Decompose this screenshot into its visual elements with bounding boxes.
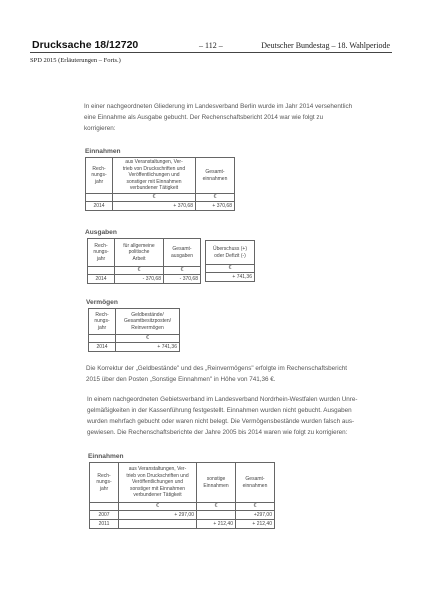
paragraph-line: wurden mehrfach gebucht oder waren nicht belegt. Die Vermögensbestände wurden falsch aus- bbox=[87, 418, 355, 425]
assets-table-berlin bbox=[88, 308, 180, 352]
cell-value: + 370,68 bbox=[113, 202, 196, 211]
paragraph-line: In einem nachgeordneten Gebietsverband im Landesverband Nordrhein-Westfalen wurden Unre- bbox=[87, 396, 358, 403]
col-header-total-expenses: Gesamt- ausgaben bbox=[164, 239, 201, 267]
unit-cell: € bbox=[197, 503, 236, 511]
unit-cell: € bbox=[115, 267, 164, 275]
paragraph-line: gelmäßigkeiten in der Kassenführung festgestellt. Einnahmen wurden nicht gebucht. Ausgaben bbox=[87, 407, 352, 414]
col-header-year: Rech- nungs- jahr bbox=[90, 463, 119, 503]
unit-cell: € bbox=[236, 503, 275, 511]
cell-year: 2014 bbox=[86, 202, 113, 211]
expense-table-berlin bbox=[87, 238, 201, 284]
paragraph-line: Die Korrektur der „Geldbestände" und des „Reinvermögens" erfolgte im Rechenschaftsbericht bbox=[86, 365, 348, 372]
page-number: – 112 – bbox=[199, 41, 223, 50]
section-subheader: SPD 2015 (Erläuterungen – Forts.) bbox=[30, 57, 121, 64]
col-header-total-income: Gesamt- einnahmen bbox=[196, 158, 235, 194]
cell-empty bbox=[88, 267, 115, 275]
cell-value: - 370,68 bbox=[164, 275, 201, 284]
cell-year: 2011 bbox=[90, 520, 119, 529]
cell-year: 2007 bbox=[90, 511, 119, 520]
intro-line: In einer nachgeordneten Gliederung im Landesverband Berlin wurde im Jahr 2014 versehentlich bbox=[84, 103, 353, 110]
cell-value: + 370,68 bbox=[196, 202, 235, 211]
col-header-cash-assets: Geldbestände/ Gesamtbesitzposten/ Reinvermögen bbox=[116, 309, 180, 335]
unit-cell: € bbox=[116, 335, 180, 343]
table3-title: Vermögen bbox=[86, 299, 118, 306]
cell-value bbox=[119, 520, 197, 529]
cell-value: +297,00 bbox=[236, 511, 275, 520]
cell-value bbox=[197, 511, 236, 520]
unit-cell: € bbox=[113, 194, 196, 202]
cell-value: + 212,40 bbox=[197, 520, 236, 529]
cell-value: - 370,68 bbox=[115, 275, 164, 284]
header-rule bbox=[30, 52, 392, 53]
col-header-year: Rech- nungs- jahr bbox=[88, 239, 115, 267]
cell-value: + 741,36 bbox=[116, 343, 180, 352]
surplus-table-berlin bbox=[205, 240, 255, 282]
col-header-year: Rech- nungs- jahr bbox=[89, 309, 116, 335]
table2-title: Ausgaben bbox=[85, 229, 117, 236]
document-number: Drucksache 18/12720 bbox=[32, 39, 139, 51]
income-table-nrw bbox=[89, 462, 275, 529]
col-header-total-income: Gesamt- einnahmen bbox=[236, 463, 275, 503]
paragraph-line: 2015 über den Posten „Sonstige Einnahmen" in Höhe von 741,36 €. bbox=[86, 376, 276, 383]
nrw-paragraph bbox=[87, 394, 387, 438]
unit-cell: € bbox=[119, 503, 197, 511]
col-header-surplus-deficit: Überschuss (+) oder Defizit (-) bbox=[206, 241, 255, 265]
correction-paragraph bbox=[86, 363, 386, 385]
col-header-year: Rech- nungs- jahr bbox=[86, 158, 113, 194]
table4-title: Einnahmen bbox=[88, 453, 124, 460]
cell-empty bbox=[89, 335, 116, 343]
income-table-berlin bbox=[85, 157, 235, 211]
table1-title: Einnahmen bbox=[85, 148, 121, 155]
col-header-political-work: für allgemeine politische Arbeit bbox=[115, 239, 164, 267]
unit-cell: € bbox=[164, 267, 201, 275]
cell-year: 2014 bbox=[89, 343, 116, 352]
cell-empty bbox=[90, 503, 119, 511]
intro-line: korrigieren: bbox=[84, 125, 116, 132]
cell-value: + 297,00 bbox=[119, 511, 197, 520]
col-header-other-income: sonstige Einnahmen bbox=[197, 463, 236, 503]
cell-year: 2014 bbox=[88, 275, 115, 284]
cell-empty bbox=[86, 194, 113, 202]
parliament-label: Deutscher Bundestag – 18. Wahlperiode bbox=[261, 41, 390, 50]
col-header-events: aus Veranstaltungen, Ver- trieb von Druckschriften und Veröffentlichungen und sonstiger mit Einnahmen verbundener Tätigkeit bbox=[113, 158, 196, 194]
unit-cell: € bbox=[196, 194, 235, 202]
unit-cell: € bbox=[206, 265, 255, 273]
intro-line: eine Einnahme als Ausgabe gebucht. Der Rechenschaftsbericht 2014 war wie folgt zu bbox=[84, 114, 324, 121]
cell-value: + 212,40 bbox=[236, 520, 275, 529]
paragraph-line: gewiesen. Die Rechenschaftsberichte der Jahre 2005 bis 2014 waren wie folgt zu korrigieren: bbox=[87, 429, 348, 436]
cell-value: + 741,36 bbox=[206, 273, 255, 282]
intro-paragraph bbox=[84, 101, 384, 134]
col-header-events: aus Veranstaltungen, Ver- trieb von Druckschriften und Veröffentlichungen und sonstiger mit Einnahmen verbundener Tätigkeit bbox=[119, 463, 197, 503]
